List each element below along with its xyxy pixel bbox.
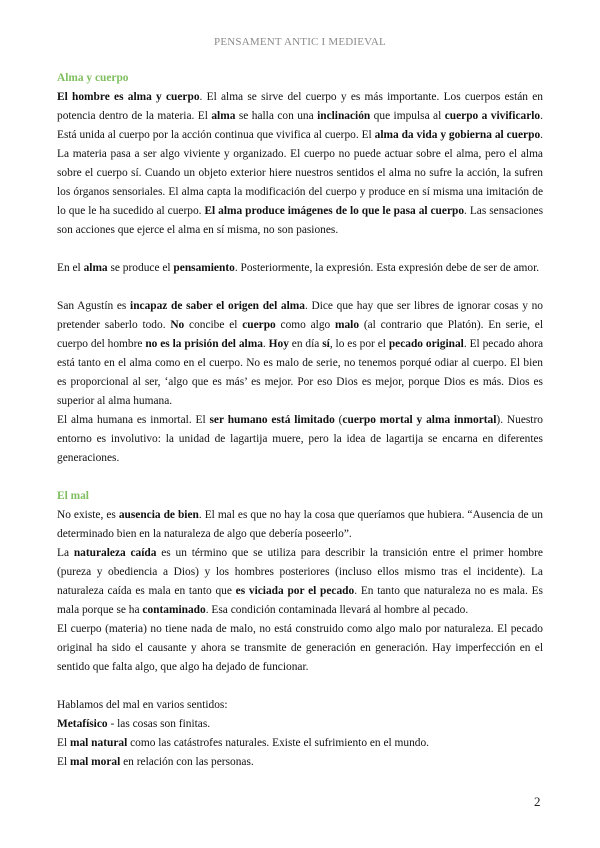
text-run: . Está unida al cuerpo por la acción continua que vivifica al cuerpo. El xyxy=(57,110,543,141)
bold-text: pecado original xyxy=(388,338,464,350)
paragraph xyxy=(57,715,543,734)
text-run: concibe el xyxy=(184,319,243,331)
paragraph xyxy=(57,88,543,240)
text-run: . Posteriormente, la expresión. Esta expresión debe de ser de amor. xyxy=(234,262,540,274)
text-run: . El mal es que no hay la cosa que queríamos que hubiera. “Ausencia de un determinado bien en la naturaleza de algo que debería poseerlo”. xyxy=(57,509,543,540)
paragraph xyxy=(57,696,543,715)
paragraph xyxy=(57,544,543,620)
bold-text: malo xyxy=(335,319,360,331)
bold-text: contaminado xyxy=(142,604,206,616)
bold-text: cuerpo a vivificarlo xyxy=(444,110,541,122)
text-run: . Las sensaciones son acciones que ejerce el alma en sí misma, no son pasiones. xyxy=(57,205,544,236)
text-run: . Esa condición contaminada llevará al hombre al pecado. xyxy=(205,604,469,616)
paragraph xyxy=(57,259,543,278)
page-number: 2 xyxy=(534,794,541,809)
bold-text: Hoy xyxy=(268,338,289,350)
text-run: La xyxy=(57,547,74,559)
text-run: . El alma se sirve del cuerpo y es más importante. Los cuerpos están en potencia dentro de la materia. El xyxy=(57,91,543,122)
text-run: . En tanto que naturaleza no es mala. Es mala porque se ha xyxy=(57,585,543,616)
bold-text: alma xyxy=(83,262,108,274)
bold-text: no es la prisión del alma xyxy=(145,338,263,350)
text-run: En el xyxy=(57,262,84,274)
section-heading: Alma y cuerpo xyxy=(57,72,129,84)
text-run: (al contrario que Platón). En serie, el cuerpo del hombre xyxy=(57,319,544,350)
bold-text: ausencia de bien xyxy=(118,509,199,521)
text-run: . Dice que hay que ser libres de ignorar cosas y no pretender saberlo todo. xyxy=(57,300,543,331)
text-run: - las cosas son finitas. xyxy=(107,718,211,730)
paragraph xyxy=(57,297,543,411)
text-run: . El pecado ahora está tanto en el alma como en el cuerpo. No es malo de serie, no tenemos porqué odiar al cuerpo. El bien es proporcional al ser, ‘algo que es más’ es mejor. Por eso Dios es mejor, porque Dios es más. Dios es superior al alma humana. xyxy=(57,338,544,407)
text-run: es un término que se utiliza para describir la transición entre el primer hombre (pureza y obediencia a Dios) y los hombres posteriores (incluso ellos mismo tras el incidente). La naturaleza caída es mala en tanto que xyxy=(57,547,543,597)
text-run: ( xyxy=(334,414,343,426)
bold-text: cuerpo mortal y alma inmortal xyxy=(342,414,497,426)
text-run: El xyxy=(57,756,70,768)
bold-text: cuerpo xyxy=(242,319,276,331)
paragraph xyxy=(57,506,543,544)
paragraph xyxy=(57,411,543,468)
bold-text: No xyxy=(170,319,185,331)
text-run: El alma humana es inmortal. El xyxy=(57,414,210,426)
paragraph xyxy=(57,734,543,753)
bold-text: El hombre es alma y cuerpo xyxy=(57,91,200,103)
section-heading: El mal xyxy=(57,490,89,502)
text-run: No existe, es xyxy=(57,509,119,521)
text-run: San Agustín es xyxy=(57,300,131,312)
bold-text: pensamiento xyxy=(173,262,235,274)
bold-text: El alma produce imágenes de lo que le pasa al cuerpo xyxy=(204,205,465,217)
bold-text: mal moral xyxy=(69,756,121,768)
bold-text: mal natural xyxy=(69,737,128,749)
bold-text: inclinación xyxy=(317,110,371,122)
text-run: en día xyxy=(288,338,323,350)
paragraph xyxy=(57,620,543,677)
text-run: , lo es por el xyxy=(329,338,389,350)
text-run: se produce el xyxy=(107,262,174,274)
text-run: como las catástrofes naturales. Existe el sufrimiento en el mundo. xyxy=(127,737,430,749)
text-run: como algo xyxy=(275,319,335,331)
bold-text: alma da vida y gobierna al cuerpo xyxy=(374,129,541,141)
text-run: Hablamos del mal en varios sentidos: xyxy=(57,699,228,711)
bold-text: naturaleza caída xyxy=(73,547,157,559)
text-run: que impulsa al xyxy=(370,110,445,122)
text-run: en relación con las personas. xyxy=(120,756,254,768)
bold-text: Metafísico xyxy=(57,718,108,730)
page-header: PENSAMENT ANTIC I MEDIEVAL xyxy=(214,36,386,48)
bold-text: ser humano está limitado xyxy=(209,414,335,426)
paragraph xyxy=(57,753,543,772)
bold-text: sí xyxy=(322,338,330,350)
text-run: ). Nuestro entorno es involutivo: la unidad de lagartija muere, pero la idea de lagartija se encarna en diferentes generaciones. xyxy=(57,414,543,464)
document-body xyxy=(57,69,543,772)
text-run: El cuerpo (materia) no tiene nada de malo, no está construido como algo malo por naturaleza. El pecado original ha sido el causante y ahora se transmite de generación en generación. Hay imperfección en el sentido que falta algo, que algo ha dejado de funcionar. xyxy=(57,623,543,673)
bold-text: alma xyxy=(211,110,236,122)
text-run: El xyxy=(57,737,70,749)
text-run: . xyxy=(262,338,269,350)
bold-text: es viciada por el pecado xyxy=(235,585,355,597)
bold-text: incapaz de saber el origen del alma xyxy=(130,300,305,312)
text-run: se halla con una xyxy=(235,110,318,122)
text-run: . La materia pasa a ser algo viviente y organizado. El cuerpo no puede actuar sobre el alma, pero el alma sobre el cuerpo sí. Cuando un objeto exterior hiere nuestros sentidos el alma no sufre la acción, la sufren los órganos sensoriales. El alma capta la modificación del cuerpo y produce en sí misma una imitación de lo que le ha sucedido al cuerpo. xyxy=(57,129,544,217)
